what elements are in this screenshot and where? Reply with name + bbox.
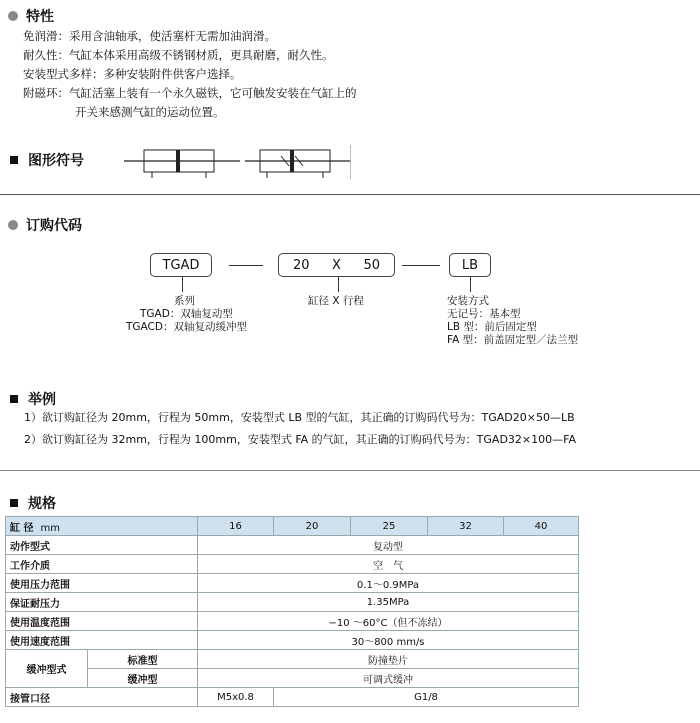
row-label: 使用速度范围 bbox=[6, 631, 198, 650]
code-mount: LB bbox=[461, 257, 479, 273]
row-sublabel: 标准型 bbox=[88, 650, 198, 669]
spec-table bbox=[5, 516, 579, 707]
row-label: 使用压力范围 bbox=[6, 574, 198, 593]
code-stroke: 50 bbox=[363, 257, 380, 273]
feature-continuation: 开关来感测气缸的运动位置。 bbox=[75, 105, 225, 119]
series-title: 系列 bbox=[174, 295, 195, 307]
example-line: 2）欲订购缸径为 32mm，行程为 100mm，安装型式 FA 的气缸，其正确的订购码代号为：TGAD32×100—FA bbox=[24, 433, 576, 446]
mount-line: LB 型：前后固定型 bbox=[447, 321, 537, 333]
bullet-square-icon bbox=[10, 499, 18, 507]
features-list bbox=[23, 27, 357, 122]
table-row bbox=[6, 593, 579, 612]
bullet-dot-icon bbox=[8, 220, 18, 230]
table-row bbox=[6, 555, 579, 574]
code-bore-stroke-box bbox=[278, 253, 395, 277]
row-sublabel: 缓冲型 bbox=[88, 669, 198, 688]
connector-line bbox=[229, 265, 263, 266]
table-row bbox=[6, 669, 579, 688]
row-label: 缓冲型式 bbox=[6, 650, 88, 688]
features-title: 特性 bbox=[26, 9, 54, 25]
bore-size-cell: 16 bbox=[198, 517, 274, 536]
leader-line bbox=[182, 277, 183, 292]
row-label: 工作介质 bbox=[6, 555, 198, 574]
code-series: TGAD bbox=[162, 257, 200, 273]
bore-size-cell: 40 bbox=[504, 517, 579, 536]
code-mount-box bbox=[449, 253, 491, 277]
series-legend bbox=[126, 295, 247, 334]
example-heading bbox=[10, 389, 56, 409]
spec-title: 规格 bbox=[28, 496, 56, 512]
cylinder-symbol-1-icon bbox=[122, 142, 242, 178]
bullet-square-icon bbox=[10, 156, 18, 164]
table-row bbox=[6, 612, 579, 631]
table-header-row bbox=[6, 517, 579, 536]
features-heading bbox=[8, 6, 54, 26]
vertical-divider bbox=[350, 145, 351, 179]
example-list bbox=[24, 407, 576, 451]
bore-header-cell: 缸 径 mm bbox=[6, 517, 198, 536]
bore-stroke-legend: 缸径 X 行程 bbox=[308, 295, 364, 307]
leader-line bbox=[470, 277, 471, 292]
code-x: X bbox=[332, 257, 341, 273]
leader-line bbox=[338, 277, 339, 292]
row-value: 0.1～0.9MPa bbox=[198, 574, 579, 593]
feature-item: 耐久性：气缸本体采用高级不锈钢材质，更具耐磨，耐久性。 bbox=[23, 48, 334, 62]
row-label: 动作型式 bbox=[6, 536, 198, 555]
symbol-heading bbox=[10, 150, 84, 170]
mount-title: 安装方式 bbox=[447, 295, 489, 307]
connector-line bbox=[402, 265, 440, 266]
mount-legend bbox=[447, 295, 578, 347]
row-value: 1.35MPa bbox=[198, 593, 579, 612]
code-series-box bbox=[150, 253, 212, 277]
series-line: TGACD：双轴复动缓冲型 bbox=[126, 321, 247, 333]
feature-item: 附磁环：气缸活塞上装有一个永久磁铁，它可触发安装在气缸上的 bbox=[23, 86, 357, 100]
row-value: G1/8 bbox=[274, 688, 579, 707]
spec-heading bbox=[10, 493, 56, 513]
bullet-dot-icon bbox=[8, 11, 18, 21]
bore-size-cell: 32 bbox=[428, 517, 504, 536]
feature-item: 安装型式多样：多种安装附件供客户选择。 bbox=[23, 67, 242, 81]
table-row bbox=[6, 631, 579, 650]
section-divider bbox=[0, 194, 700, 195]
ordering-heading bbox=[8, 215, 82, 235]
row-label: 保证耐压力 bbox=[6, 593, 198, 612]
example-title: 举例 bbox=[28, 392, 56, 408]
row-value: −10 ～60°C（但不冻结） bbox=[198, 612, 579, 631]
table-row bbox=[6, 650, 579, 669]
table-row bbox=[6, 688, 579, 707]
row-value: M5x0.8 bbox=[198, 688, 274, 707]
feature-item: 免润滑：采用含油轴承，使活塞杆无需加油润滑。 bbox=[23, 29, 276, 43]
symbol-title: 图形符号 bbox=[28, 153, 84, 169]
mount-line: 无记号：基本型 bbox=[447, 308, 521, 320]
row-label: 使用温度范围 bbox=[6, 612, 198, 631]
example-line: 1）欲订购缸径为 20mm，行程为 50mm，安装型式 LB 型的气缸，其正确的订购码代号为：TGAD20×50—LB bbox=[24, 411, 575, 424]
row-value: 空 气 bbox=[198, 555, 579, 574]
bullet-square-icon bbox=[10, 395, 18, 403]
bore-size-cell: 25 bbox=[351, 517, 428, 536]
row-value: 可调式缓冲 bbox=[198, 669, 579, 688]
table-row bbox=[6, 574, 579, 593]
row-value: 复动型 bbox=[198, 536, 579, 555]
row-label: 接管口径 bbox=[6, 688, 198, 707]
series-line: TGAD：双轴复动型 bbox=[140, 308, 233, 320]
cylinder-symbol-2-icon bbox=[245, 142, 350, 178]
mount-line: FA 型：前盖固定型／法兰型 bbox=[447, 334, 579, 346]
ordering-title: 订购代码 bbox=[26, 218, 82, 234]
code-bore: 20 bbox=[293, 257, 310, 273]
row-value: 30～800 mm/s bbox=[198, 631, 579, 650]
table-row bbox=[6, 536, 579, 555]
row-value: 防撞垫片 bbox=[198, 650, 579, 669]
section-divider bbox=[0, 470, 700, 471]
bore-size-cell: 20 bbox=[274, 517, 351, 536]
